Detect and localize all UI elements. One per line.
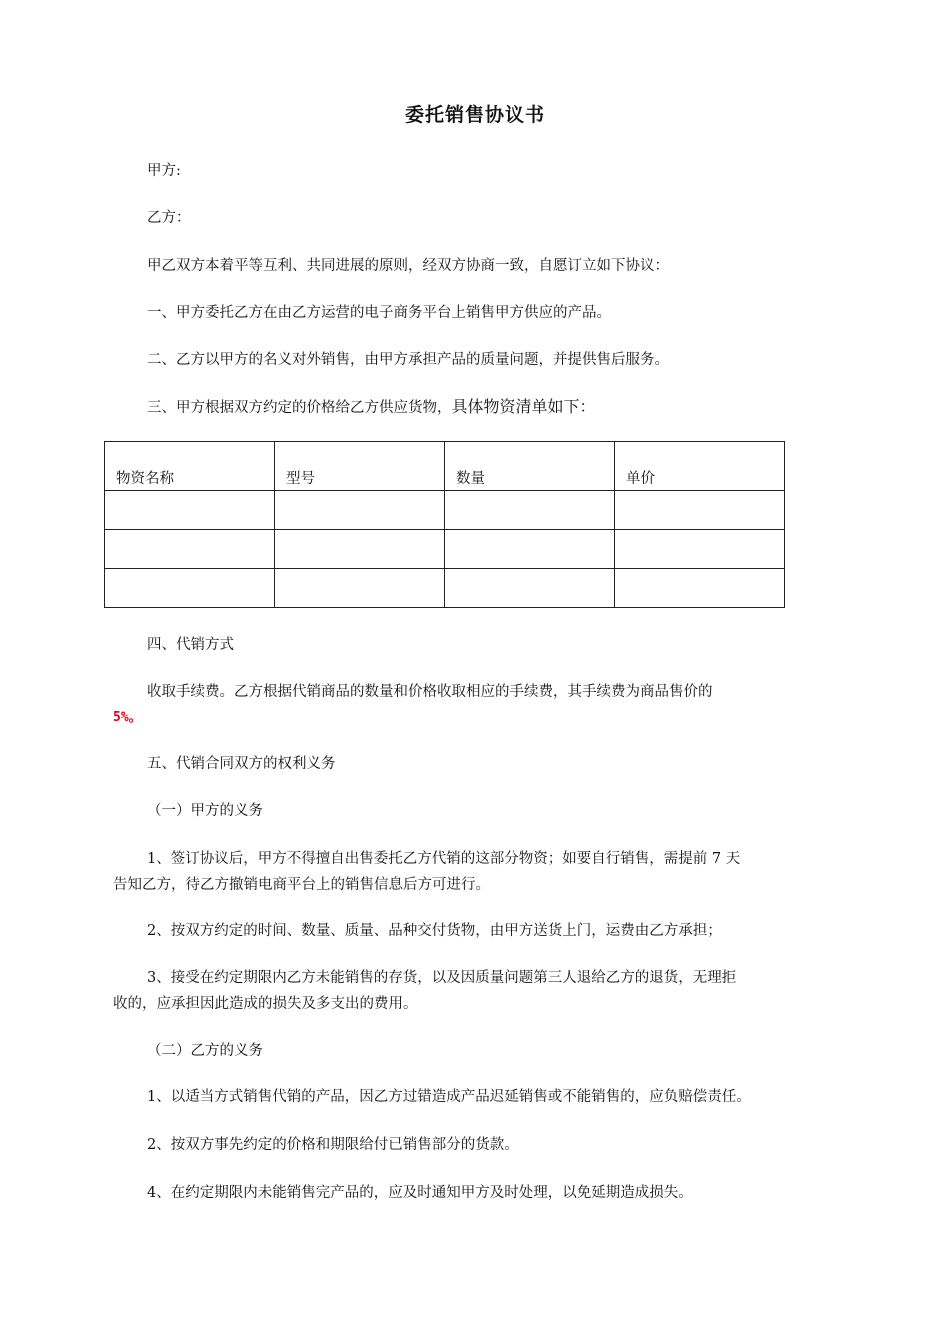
goods-table — [104, 441, 785, 608]
party-b-duty-2: 2、按双方事先约定的价格和期限给付已销售部分的货款。 — [147, 1137, 519, 1153]
header-item-name: 物资名称 — [105, 442, 275, 491]
table-row — [105, 530, 785, 569]
party-a-duty-2: 2、按双方约定的时间、数量、质量、品种交付货物，由甲方送货上门，运费由乙方承担； — [147, 923, 722, 939]
clause-4-text: 收取手续费。乙方根据代销商品的数量和价格收取相应的手续费，其手续费为商品售价的 — [147, 684, 713, 700]
table-cell — [275, 530, 445, 569]
party-b-line: 乙方： — [147, 210, 191, 226]
party-a-line: 甲方: — [147, 163, 181, 179]
intro-paragraph: 甲乙双方本着平等互利、共同进展的原则，经双方协商一致，自愿订立如下协议： — [147, 258, 669, 274]
header-quantity: 数量 — [445, 442, 615, 491]
party-a-duty-3-line-2: 收的，应承担因此造成的损失及多支出的费用。 — [113, 996, 418, 1012]
header-model: 型号 — [275, 442, 445, 491]
party-a-duty-1-line-1: 1、签订协议后，甲方不得擅自出售委托乙方代销的这部分物资；如要自行销售，需提前 7 天 — [147, 851, 741, 867]
table-cell — [445, 530, 615, 569]
table-cell — [445, 569, 615, 608]
fee-rate: 5%。 — [113, 710, 142, 725]
party-b-duty-1: 1、以适当方式销售代销的产品，因乙方过错造成产品迟延销售或不能销售的，应负赔偿责任。 — [147, 1089, 751, 1105]
party-a-duties-heading: （一）甲方的义务 — [147, 803, 263, 819]
clause-1: 一、甲方委托乙方在由乙方运营的电子商务平台上销售甲方供应的产品。 — [147, 305, 611, 321]
clause-5-heading: 五、代销合同双方的权利义务 — [147, 756, 336, 772]
clause-2: 二、乙方以甲方的名义对外销售，由甲方承担产品的质量问题，并提供售后服务。 — [147, 352, 669, 368]
table-row — [105, 569, 785, 608]
table-cell — [105, 491, 275, 530]
table-row — [105, 491, 785, 530]
clause-3-text: 三、甲方根据双方约定的价格给乙方供应货物， — [147, 400, 452, 416]
table-cell — [445, 491, 615, 530]
clause-4-heading: 四、代销方式 — [147, 637, 234, 653]
table-cell — [105, 530, 275, 569]
header-unit-price: 单价 — [615, 442, 785, 491]
table-cell — [275, 491, 445, 530]
clause-3 — [147, 394, 596, 421]
party-b-duty-4: 4、在约定期限内未能销售完产品的，应及时通知甲方及时处理，以免延期造成损失。 — [147, 1185, 693, 1201]
table-header-row — [105, 442, 785, 491]
table-cell — [615, 491, 785, 530]
clause-3-list-intro: 具体物资清单如下： — [451, 397, 596, 416]
table-cell — [105, 569, 275, 608]
table-cell — [615, 530, 785, 569]
party-a-duty-3-line-1: 3、接受在约定期限内乙方未能销售的存货，以及因质量问题第三人退给乙方的退货，无理拒 — [147, 970, 737, 986]
document-title: 委托销售协议书 — [404, 104, 545, 126]
table-cell — [615, 569, 785, 608]
party-b-duties-heading: （二）乙方的义务 — [147, 1043, 263, 1059]
table-cell — [275, 569, 445, 608]
party-a-duty-1-line-2: 告知乙方，待乙方撤销电商平台上的销售信息后方可进行。 — [113, 877, 490, 893]
